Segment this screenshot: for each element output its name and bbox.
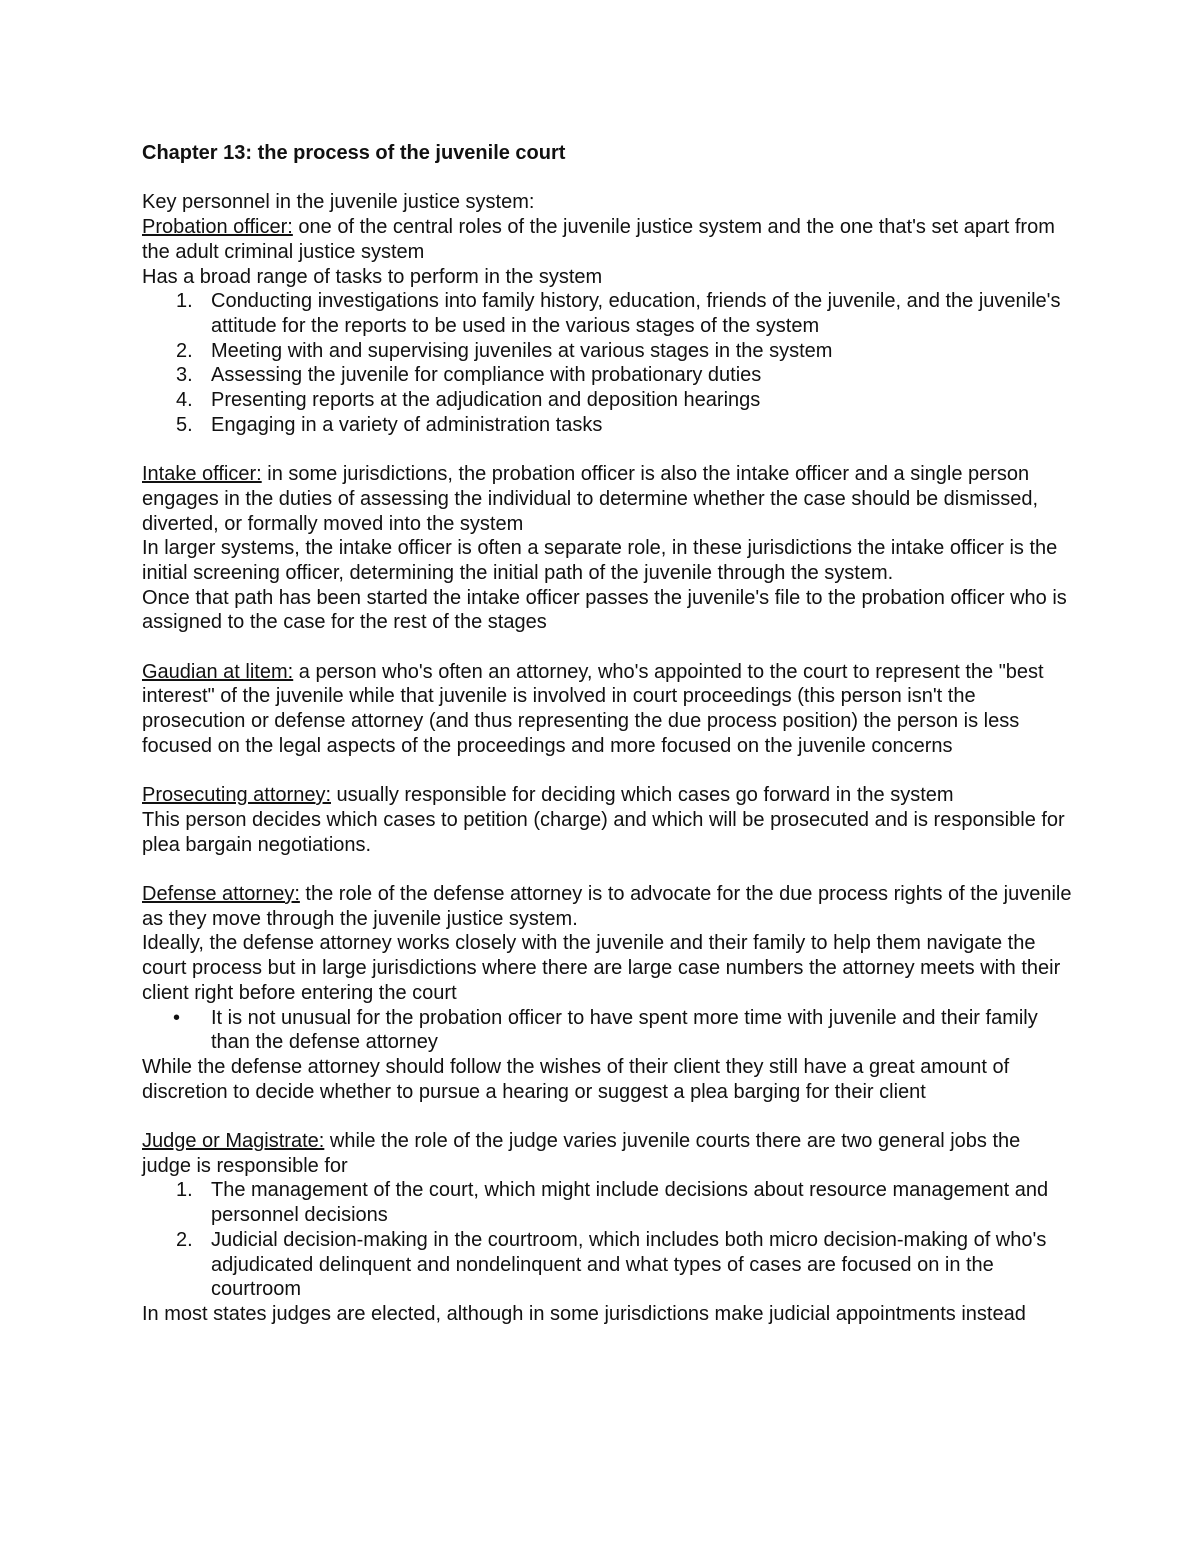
judge-term: Judge or Magistrate: bbox=[142, 1130, 325, 1153]
intake-paragraph: In larger systems, the intake officer is often a separate role, in these jurisdictions the intake officer is the initial screening officer, determining the initial path of the juvenile through the system. bbox=[142, 537, 1058, 584]
spacer bbox=[142, 759, 1072, 784]
list-item bbox=[142, 1178, 1072, 1227]
list-number: 1. bbox=[176, 290, 193, 313]
list-item-text: The management of the court, which might include decisions about resource management and personnel decisions bbox=[211, 1179, 1049, 1227]
defense-definition bbox=[142, 882, 1072, 931]
defense-paragraph: While the defense attorney should follow the wishes of their client they still have a great amount of discretion to decide whether to pursue a hearing or suggest a plea barging for their client bbox=[142, 1055, 1010, 1103]
judge-paragraph: In most states judges are elected, although in some jurisdictions make judicial appointments instead bbox=[142, 1302, 1026, 1325]
list-item-text: Assessing the juvenile for compliance with probationary duties bbox=[211, 364, 762, 387]
spacer bbox=[142, 635, 1072, 660]
list-item bbox=[142, 289, 1072, 338]
probation-term: Probation officer: bbox=[142, 216, 293, 239]
chapter-title: Chapter 13: the process of the juvenile court bbox=[142, 142, 566, 164]
defense-bullet-list bbox=[142, 1006, 1072, 1055]
list-number: 2. bbox=[176, 339, 193, 362]
probation-task-list bbox=[142, 289, 1072, 437]
spacer bbox=[142, 437, 1072, 462]
list-item bbox=[142, 1228, 1072, 1302]
probation-definition bbox=[142, 215, 1072, 264]
intake-definition bbox=[142, 462, 1072, 536]
guardian-definition bbox=[142, 660, 1072, 759]
probation-officer-section bbox=[142, 215, 1072, 437]
probation-tasks-intro: Has a broad range of tasks to perform in the system bbox=[142, 265, 603, 288]
intake-paragraph: Once that path has been started the intake officer passes the juvenile's file to the probation officer who is assigned to the case for the rest of the stages bbox=[142, 586, 1067, 634]
list-number: 5. bbox=[176, 413, 193, 436]
prosecuting-attorney-section bbox=[142, 783, 1072, 857]
list-item-text: Conducting investigations into family history, education, friends of the juvenile, and the juvenile's attitude for the reports to be used in the various stages of the system bbox=[211, 290, 1061, 337]
list-item-text: Presenting reports at the adjudication and deposition hearings bbox=[211, 389, 761, 412]
list-item bbox=[142, 388, 1072, 413]
guardian-term: Gaudian at litem: bbox=[142, 660, 294, 683]
list-number: 3. bbox=[176, 364, 193, 387]
intake-officer-section bbox=[142, 462, 1072, 635]
guardian-definition-text: a person who's often an attorney, who's appointed to the court to represent the "best interest" of the juvenile while that juvenile is involved in court proceedings (this person isn't the prosecution or defense attorney (and thus representing the due process position) the person is less focused on the legal aspects of the proceedings and more focused on the juvenile concerns bbox=[142, 660, 1044, 757]
list-item-text: Meeting with and supervising juveniles at various stages in the system bbox=[211, 339, 833, 362]
bullet-icon: • bbox=[173, 1006, 181, 1029]
intro-line: Key personnel in the juvenile justice system: bbox=[142, 191, 535, 214]
intake-definition-text: in some jurisdictions, the probation officer is also the intake officer and a single person engages in the duties of assessing the individual to determine whether the case should be dismissed, diverted, or formally moved into the system bbox=[142, 463, 1039, 535]
intake-term: Intake officer: bbox=[142, 463, 262, 486]
prosecuting-definition-text: usually responsible for deciding which cases go forward in the system bbox=[331, 784, 954, 807]
list-number: 2. bbox=[176, 1228, 193, 1251]
prosecuting-definition bbox=[142, 783, 1072, 808]
defense-attorney-section bbox=[142, 882, 1072, 1104]
judge-job-list bbox=[142, 1178, 1072, 1302]
defense-paragraph: Ideally, the defense attorney works closely with the juvenile and their family to help them navigate the court process but in large jurisdictions where there are large case numbers the attorney meets with their client right before entering the court bbox=[142, 932, 1061, 1004]
list-item bbox=[142, 1006, 1072, 1055]
spacer bbox=[142, 1104, 1072, 1129]
spacer bbox=[142, 857, 1072, 882]
list-number: 4. bbox=[176, 389, 193, 412]
list-number: 1. bbox=[176, 1179, 193, 1202]
list-item-text: Judicial decision-making in the courtroom, which includes both micro decision-making of who's adjudicated delinquent and nondelinquent and what types of cases are focused on in the courtroom bbox=[211, 1228, 1047, 1301]
judge-definition-text: while the role of the judge varies juvenile courts there are two general jobs the judge is responsible for bbox=[142, 1130, 1021, 1177]
spacer bbox=[142, 166, 1072, 191]
judge-section bbox=[142, 1129, 1072, 1327]
list-item bbox=[142, 339, 1072, 364]
list-item-text: It is not unusual for the probation officer to have spent more time with juvenile and their family than the defense attorney bbox=[211, 1006, 1038, 1054]
list-item bbox=[142, 363, 1072, 388]
defense-term: Defense attorney: bbox=[142, 883, 300, 906]
prosecuting-term: Prosecuting attorney: bbox=[142, 784, 331, 807]
prosecuting-paragraph: This person decides which cases to petition (charge) and which will be prosecuted and is responsible for plea bargain negotiations. bbox=[142, 808, 1065, 856]
judge-definition bbox=[142, 1129, 1072, 1178]
list-item bbox=[142, 413, 1072, 438]
list-item-text: Engaging in a variety of administration tasks bbox=[211, 413, 603, 436]
probation-definition-text: one of the central roles of the juvenile justice system and the one that's set apart from the adult criminal justice system bbox=[142, 216, 1055, 263]
defense-definition-text: the role of the defense attorney is to advocate for the due process rights of the juvenile as they move through the juvenile justice system. bbox=[142, 883, 1072, 930]
guardian-section bbox=[142, 660, 1072, 759]
document-page bbox=[142, 141, 1072, 1327]
